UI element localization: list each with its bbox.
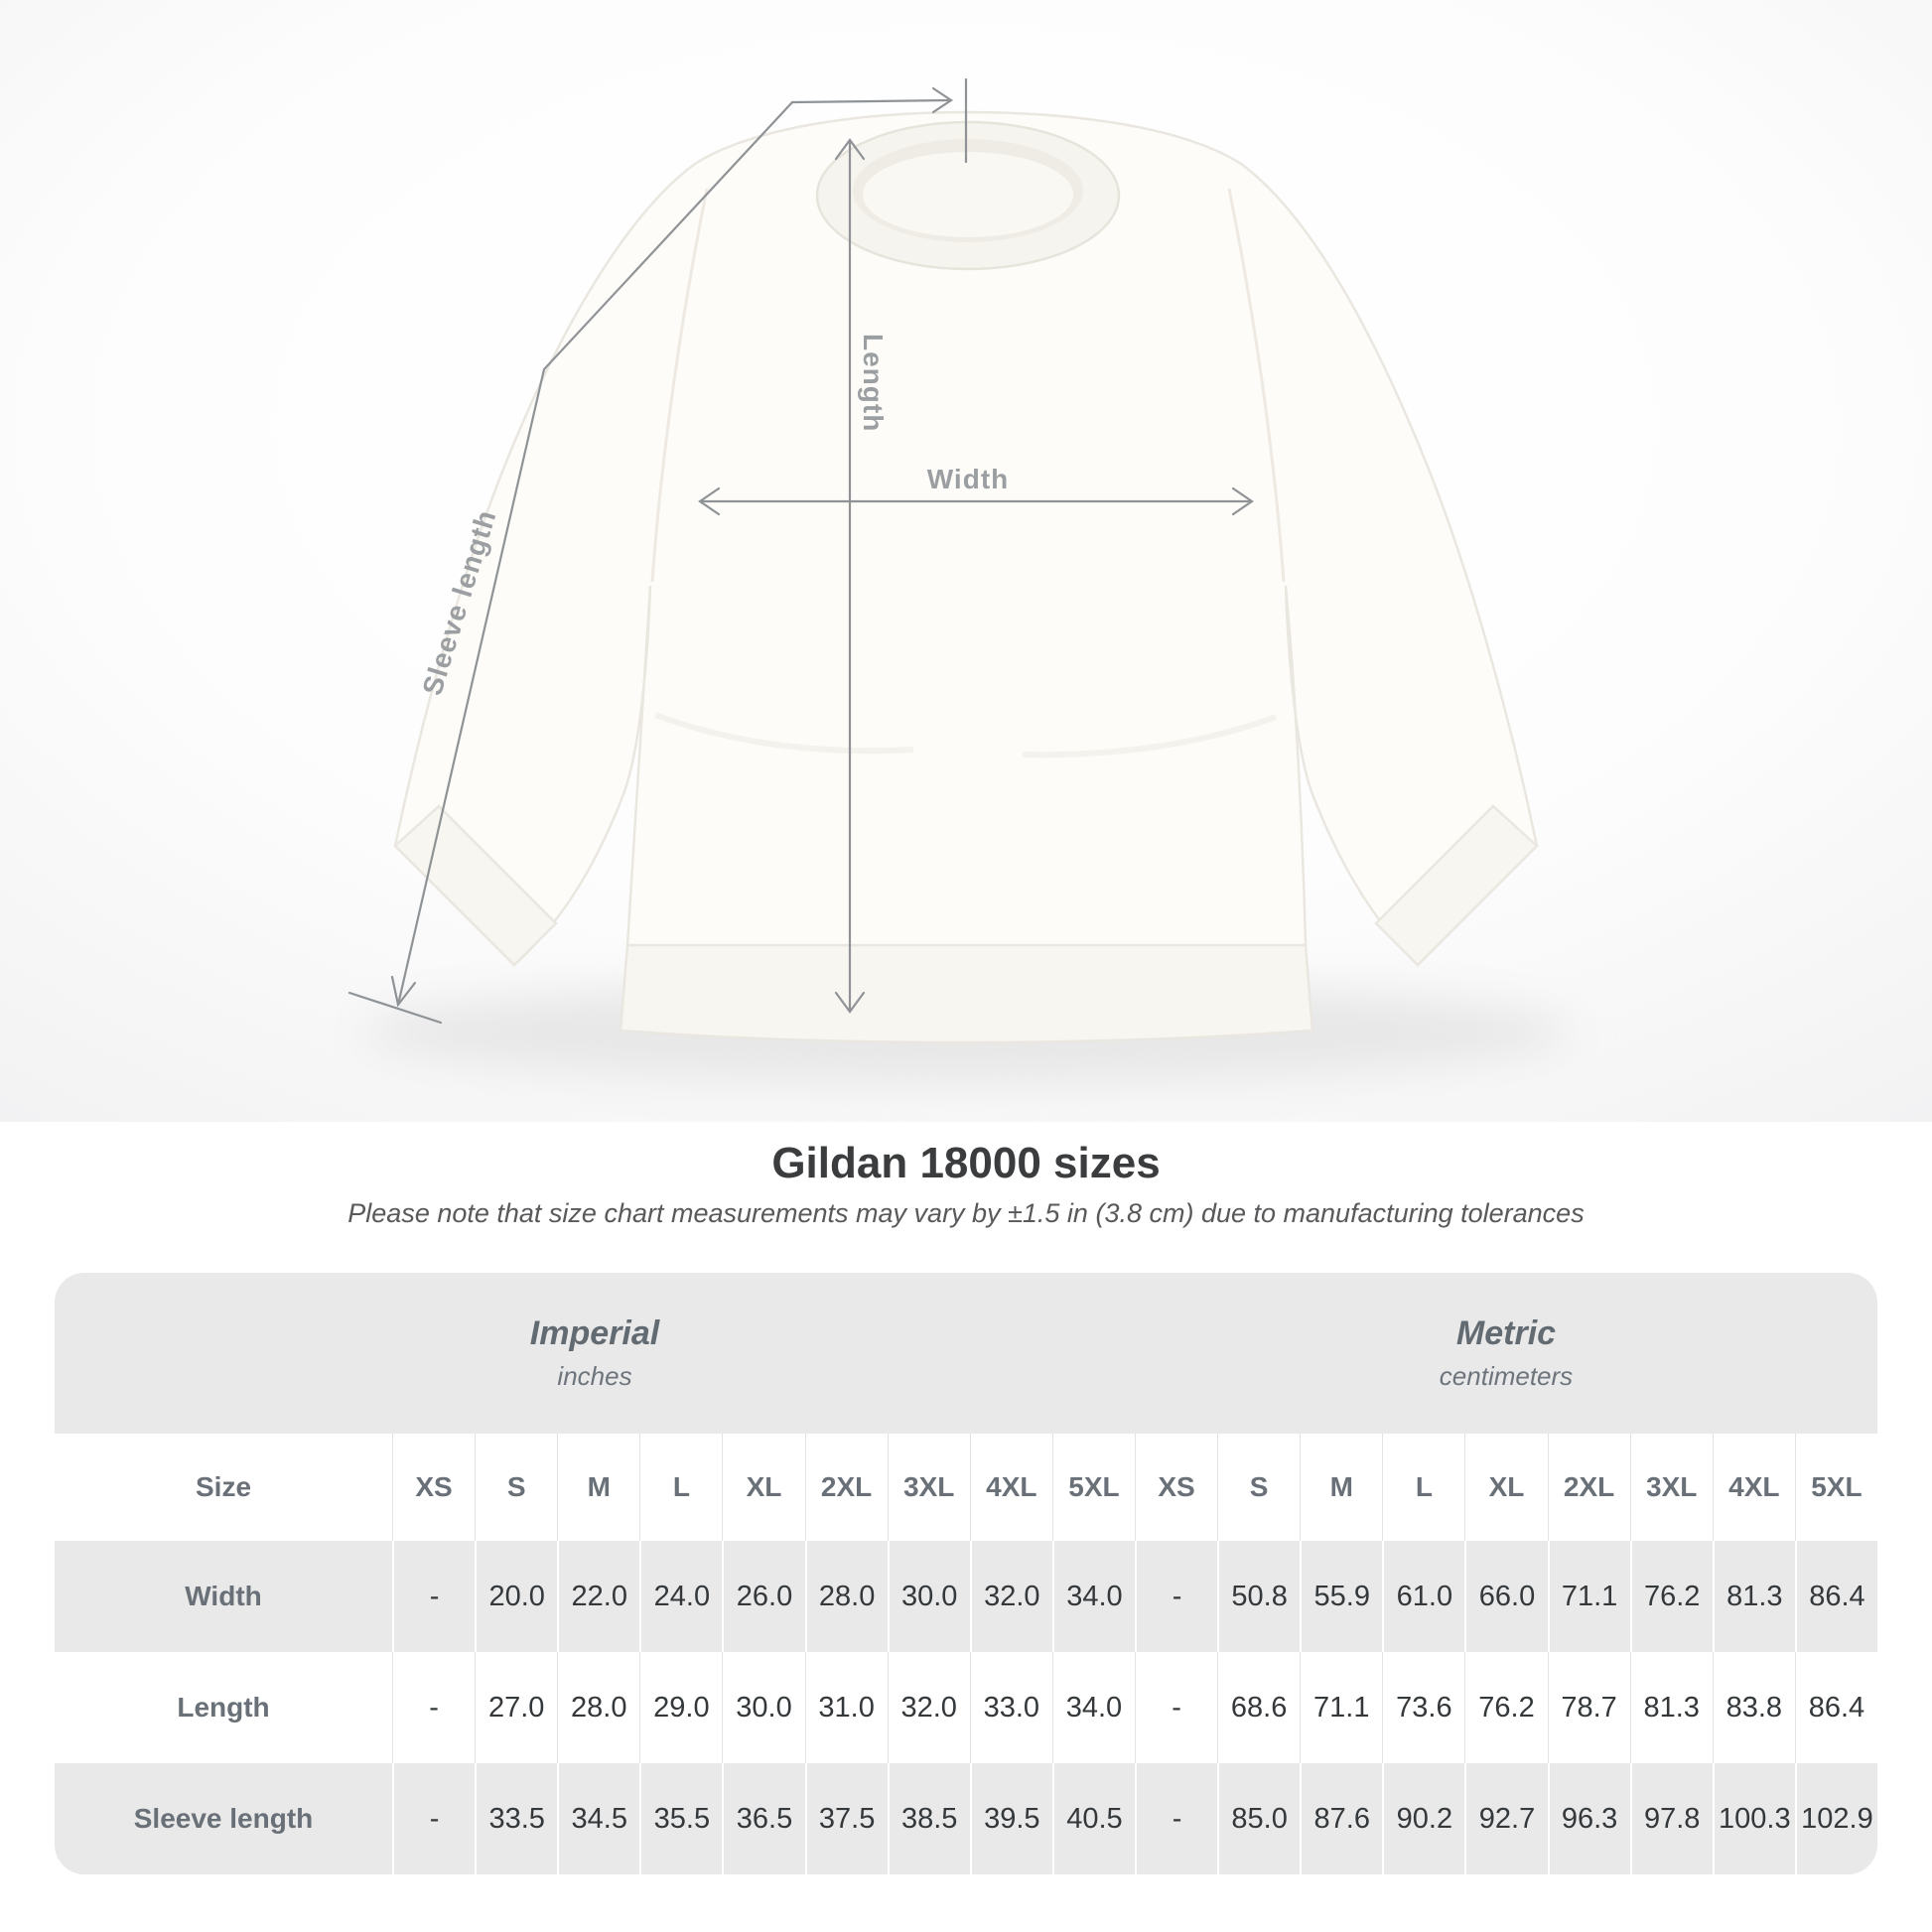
table-cell: 100.3 [1715, 1763, 1797, 1874]
table-cell: 86.4 [1809, 1580, 1865, 1612]
table-cell: 24.0 [641, 1541, 724, 1652]
table-cell: 39.5 [972, 1763, 1054, 1874]
table-cell: 27.0 [476, 1652, 558, 1763]
tolerance-note: Please note that size chart measurements may vary by ±1.5 in (3.8 cm) due to manufacturing tolerances [347, 1198, 1585, 1228]
table-cell: 29.0 [640, 1652, 723, 1763]
table-cell: 26.0 [724, 1541, 806, 1652]
column-header: M [558, 1434, 640, 1541]
table-row [55, 1541, 1877, 1652]
table-cell: - [1137, 1541, 1219, 1652]
table-cell: 22.0 [559, 1541, 641, 1652]
table-cell: 30.0 [723, 1652, 805, 1763]
row-label: Length [55, 1652, 393, 1763]
column-header: 5XL [1053, 1434, 1136, 1541]
column-header: XL [1465, 1434, 1548, 1541]
table-cell: 31.0 [806, 1652, 889, 1763]
imperial-unit-label: inches [557, 1361, 632, 1391]
table-header-row [55, 1434, 1877, 1541]
table-cell: 78.7 [1549, 1652, 1631, 1763]
table-cell: 35.5 [641, 1763, 724, 1874]
table-cell: 96.3 [1550, 1763, 1632, 1874]
table-cell: 97.8 [1632, 1763, 1715, 1874]
table-cell: 71.1 [1550, 1541, 1632, 1652]
table-cell: 92.7 [1466, 1763, 1549, 1874]
size-table [55, 1273, 1877, 1874]
length-label: Length [858, 334, 889, 433]
table-cell: 102.9 [1801, 1802, 1873, 1835]
column-header: 2XL [1549, 1434, 1631, 1541]
column-header: L [1383, 1434, 1465, 1541]
table-cell: 86.4 [1808, 1691, 1865, 1724]
title-block [0, 1136, 1932, 1235]
table-cell: 36.5 [724, 1763, 806, 1874]
column-header: S [1218, 1434, 1301, 1541]
column-header: S [476, 1434, 558, 1541]
table-cell: - [394, 1763, 477, 1874]
table-cell: 34.0 [1053, 1652, 1136, 1763]
imperial-label: Imperial [529, 1314, 660, 1352]
column-header: 3XL [889, 1434, 971, 1541]
table-cell: 55.9 [1302, 1541, 1384, 1652]
column-header: 3XL [1631, 1434, 1714, 1541]
table-cell: 81.3 [1631, 1652, 1714, 1763]
table-cell: 71.1 [1301, 1652, 1383, 1763]
row-label: Sleeve length [55, 1763, 394, 1874]
table-cell: 83.8 [1714, 1652, 1796, 1763]
column-header: XL [723, 1434, 805, 1541]
table-cell: 33.5 [477, 1763, 559, 1874]
table-cell: 28.0 [807, 1541, 890, 1652]
table-cell: 40.5 [1054, 1763, 1137, 1874]
table-cell: 34.5 [559, 1763, 641, 1874]
table-cell: 73.6 [1383, 1652, 1465, 1763]
metric-group-header [1135, 1273, 1877, 1434]
metric-label: Metric [1455, 1314, 1557, 1352]
table-cell: 50.8 [1219, 1541, 1302, 1652]
table-cell: 68.6 [1218, 1652, 1301, 1763]
column-header: XS [393, 1434, 476, 1541]
table-cell: 61.0 [1384, 1541, 1466, 1652]
table-row [55, 1763, 1877, 1874]
table-row [55, 1652, 1877, 1763]
table-cell: 33.0 [971, 1652, 1053, 1763]
table-cell: 20.0 [477, 1541, 559, 1652]
table-cell: 76.2 [1465, 1652, 1548, 1763]
column-header: XS [1136, 1434, 1218, 1541]
table-cell: 28.0 [558, 1652, 640, 1763]
table-cell: 76.2 [1632, 1541, 1715, 1652]
table-cell: 87.6 [1302, 1763, 1384, 1874]
column-header: 4XL [1714, 1434, 1796, 1541]
table-cell: 38.5 [890, 1763, 972, 1874]
table-cell: - [394, 1541, 477, 1652]
page-title: Gildan 18000 sizes [771, 1139, 1161, 1187]
table-group-header-row [55, 1273, 1877, 1434]
column-header: M [1301, 1434, 1383, 1541]
table-cell: 37.5 [807, 1763, 890, 1874]
column-header: L [640, 1434, 723, 1541]
size-column-header: Size [55, 1434, 393, 1541]
collar [817, 122, 1119, 269]
column-header: 2XL [806, 1434, 889, 1541]
imperial-group-header [55, 1273, 1135, 1434]
table-cell: - [1137, 1763, 1219, 1874]
table-cell: 81.3 [1715, 1541, 1797, 1652]
table-cell: 90.2 [1384, 1763, 1466, 1874]
row-label: Width [55, 1541, 394, 1652]
column-header: 5XL [1811, 1471, 1863, 1502]
table-cell: 30.0 [890, 1541, 972, 1652]
table-cell: 85.0 [1219, 1763, 1302, 1874]
table-cell: 66.0 [1466, 1541, 1549, 1652]
sleeve-length-label: Sleeve length [416, 505, 502, 699]
table-cell: 34.0 [1054, 1541, 1137, 1652]
column-header: 4XL [971, 1434, 1053, 1541]
table-body [55, 1541, 1877, 1874]
table-cell: - [1136, 1652, 1218, 1763]
table-cell: - [393, 1652, 476, 1763]
table-cell: 32.0 [972, 1541, 1054, 1652]
table-cell: 32.0 [889, 1652, 971, 1763]
width-label: Width [926, 464, 1010, 494]
metric-unit-label: centimeters [1439, 1361, 1574, 1391]
waistband [621, 945, 1312, 1042]
